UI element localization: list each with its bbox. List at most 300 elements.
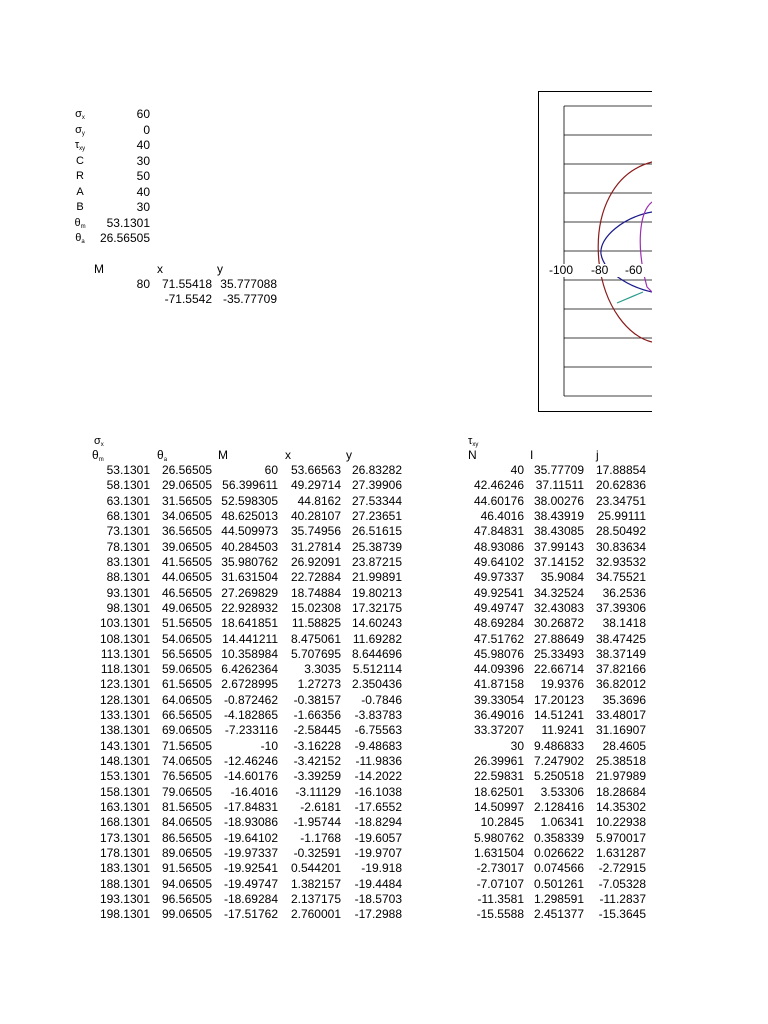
mxy-row-1-y: 35.777088 — [220, 277, 277, 291]
left-cell-r9-c3: 27.269829 — [221, 585, 278, 600]
left-cell-r8-c2: 44.06505 — [161, 570, 212, 585]
right-cell-r2-c2: 37.11511 — [535, 478, 584, 493]
left-cell-r21-c2: 76.56505 — [161, 769, 212, 784]
right-cell-r17-c3: 33.48017 — [595, 708, 646, 723]
param-symbol: σ — [75, 108, 82, 120]
left-cell-r28-c1: 188.1301 — [99, 876, 150, 891]
left-cell-r6-c3: 40.284503 — [221, 539, 278, 554]
left-cell-r16-c2: 64.06505 — [161, 692, 212, 707]
left-cell-r12-c4: 8.475061 — [290, 631, 341, 646]
right-cell-r2-c1: 42.46246 — [473, 478, 524, 493]
gridlines — [564, 106, 652, 396]
param-label-3 — [70, 139, 90, 155]
param-label-5 — [70, 170, 90, 186]
left-cell-r13-c1: 113.1301 — [100, 646, 150, 661]
left-cell-r17-c1: 133.1301 — [99, 708, 150, 723]
param-label-7 — [70, 201, 90, 217]
left-cell-r9-c2: 46.56505 — [161, 585, 212, 600]
left-cell-r29-c3: -18.69284 — [223, 891, 278, 906]
right-cell-r14-c2: 22.66714 — [533, 662, 584, 677]
header-subscript: a — [163, 457, 168, 463]
left-cell-r29-c5: -18.5703 — [354, 891, 402, 906]
left-cell-r19-c1: 143.1301 — [99, 738, 150, 753]
left-cell-r27-c2: 91.56505 — [161, 861, 212, 876]
left-cell-r14-c4: 3.3035 — [304, 662, 341, 677]
right-cell-r16-c2: 17.20123 — [533, 692, 584, 707]
left-cell-r9-c1: 93.1301 — [106, 585, 150, 600]
left-cell-r25-c4: -1.1768 — [300, 830, 341, 845]
param-symbol: σ — [75, 123, 82, 136]
right-cell-r11-c1: 48.69284 — [473, 616, 524, 631]
left-cell-r27-c1: 183.1301 — [99, 861, 150, 876]
right-cell-r11-c3: 38.1418 — [602, 616, 646, 631]
left-cell-r30-c3: -17.51762 — [223, 907, 278, 922]
left-cell-r14-c5: 5.512114 — [352, 662, 402, 677]
left-cell-r3-c2: 31.56505 — [161, 493, 212, 508]
mxy-header-y: y — [217, 262, 223, 276]
right-cell-r1-c2: 35.77709 — [533, 463, 584, 477]
right-cell-r29-c2: 1.298591 — [533, 891, 584, 906]
left-cell-r22-c4: -3.11129 — [295, 784, 341, 799]
left-cell-r20-c3: -12.46246 — [223, 754, 278, 769]
left-cell-r7-c1: 83.1301 — [106, 554, 150, 569]
left-cell-r5-c3: 44.509973 — [221, 524, 278, 539]
right-cell-r21-c3: 21.97989 — [595, 769, 646, 784]
param-value-7: 30 — [136, 200, 150, 214]
left-cell-r1-c4: 53.66563 — [290, 463, 341, 477]
left-cell-r11-c4: 11.58825 — [291, 616, 341, 631]
left-cell-r15-c4: 1.27273 — [297, 677, 341, 692]
param-subscript: a — [81, 239, 85, 245]
right-cell-r30-c2: 2.451377 — [533, 907, 584, 922]
left-cell-r20-c4: -3.42152 — [293, 754, 341, 769]
left-cell-r21-c4: -3.39259 — [293, 769, 341, 784]
left-table-group-label: $\sigma_x$ — [94, 435, 104, 448]
left-cell-r10-c3: 22.928932 — [221, 600, 278, 615]
right-cell-r3-c2: 38.00276 — [533, 493, 584, 508]
left-cell-r18-c1: 138.1301 — [99, 723, 150, 738]
param-symbol: B — [76, 201, 84, 213]
right-cell-r18-c3: 31.16907 — [595, 723, 646, 738]
param-subscript: m — [80, 223, 86, 230]
right-cell-r23-c2: 2.128416 — [533, 800, 584, 815]
right-cell-r12-c2: 27.88649 — [533, 631, 584, 646]
left-cell-r10-c2: 49.06505 — [161, 600, 212, 615]
header-symbol: I — [530, 448, 534, 462]
right-cell-r15-c2: 19.9376 — [540, 677, 584, 692]
param-value-1: 60 — [136, 107, 150, 121]
right-cell-r28-c3: -7.05328 — [598, 876, 646, 891]
left-cell-r4-c4: 40.28107 — [290, 508, 341, 523]
right-cell-r7-c1: 49.64102 — [473, 554, 524, 569]
header-symbol: θ — [157, 448, 164, 462]
x-tick-3: -60 — [625, 263, 643, 277]
left-cell-r3-c5: 27.53344 — [351, 493, 402, 508]
right-cell-r4-c3: 25.99111 — [597, 508, 646, 523]
mxy-row-1-m: 80 — [136, 277, 150, 291]
left-cell-r13-c2: 56.56505 — [161, 646, 212, 661]
left-cell-r28-c3: -19.49747 — [223, 876, 278, 891]
left-cell-r11-c1: 103.1301 — [99, 616, 150, 631]
x-tick-1: -100 — [549, 263, 574, 277]
left-cell-r24-c1: 168.1301 — [99, 815, 150, 830]
right-cell-r27-c3: -2.72915 — [598, 861, 646, 876]
left-cell-r16-c5: -0.7846 — [361, 692, 402, 707]
left-cell-r5-c5: 26.51615 — [351, 524, 402, 539]
left-cell-r11-c2: 51.56505 — [161, 616, 212, 631]
param-label-1 — [70, 108, 90, 124]
right-cell-r8-c1: 49.97337 — [473, 570, 524, 585]
param-symbol: R — [76, 170, 84, 182]
right-cell-r4-c1: 46.4016 — [480, 508, 524, 523]
left-cell-r20-c2: 74.06505 — [161, 754, 212, 769]
left-cell-r24-c5: -18.8294 — [354, 815, 402, 830]
teal-line — [617, 292, 643, 303]
left-cell-r16-c4: -0.38157 — [293, 692, 341, 707]
left-cell-r23-c4: -2.6181 — [300, 800, 341, 815]
param-symbol: θ — [74, 216, 81, 229]
right-cell-r26-c2: 0.026622 — [533, 846, 584, 860]
left-cell-r29-c4: 2.137175 — [290, 891, 341, 906]
param-value-4: 30 — [136, 153, 150, 168]
header-symbol: N — [468, 448, 477, 462]
left-cell-r4-c2: 34.06505 — [161, 508, 212, 523]
right-cell-r21-c2: 5.250518 — [533, 769, 584, 784]
right-cell-r12-c3: 38.47425 — [595, 631, 646, 646]
param-value-6: 40 — [136, 184, 150, 199]
left-cell-r10-c4: 15.02308 — [290, 600, 341, 615]
left-cell-r24-c4: -1.95744 — [293, 815, 341, 830]
right-cell-r10-c3: 37.39306 — [595, 600, 646, 615]
left-cell-r1-c1: 53.1301 — [106, 463, 150, 477]
left-cell-r22-c2: 79.06505 — [161, 784, 212, 799]
left-cell-r26-c5: -19.9707 — [354, 846, 402, 860]
param-value-2: 0 — [143, 122, 150, 137]
param-value-8: 53.1301 — [106, 215, 150, 230]
param-label-2 — [70, 124, 90, 140]
left-cell-r3-c3: 52.598305 — [221, 493, 278, 508]
param-subscript: x — [81, 115, 85, 121]
header-symbol: θ — [92, 448, 99, 462]
right-cell-r6-c1: 48.93086 — [473, 539, 524, 554]
param-label-4 — [70, 155, 90, 171]
right-cell-r30-c3: -15.3645 — [598, 907, 646, 922]
right-cell-r29-c3: -11.2837 — [599, 891, 646, 906]
left-cell-r7-c2: 41.56505 — [161, 554, 212, 569]
left-cell-r1-c3: 60 — [264, 463, 278, 477]
right-cell-r25-c3: 5.970017 — [595, 830, 646, 845]
right-cell-r1-c3: 17.88854 — [595, 463, 646, 477]
left-cell-r5-c1: 73.1301 — [106, 524, 150, 539]
left-cell-r8-c5: 21.99891 — [351, 570, 402, 585]
left-cell-r27-c3: -19.92541 — [223, 861, 278, 876]
right-cell-r13-c3: 38.37149 — [595, 646, 646, 661]
left-cell-r28-c5: -19.4484 — [354, 876, 402, 891]
left-cell-r5-c4: 35.74956 — [290, 524, 341, 539]
right-cell-r17-c1: 36.49016 — [473, 708, 524, 723]
left-cell-r12-c1: 108.1301 — [99, 631, 150, 646]
right-cell-r10-c1: 49.49747 — [473, 600, 524, 615]
left-cell-r3-c4: 44.8162 — [297, 493, 341, 508]
left-cell-r1-c2: 26.56505 — [161, 463, 212, 477]
left-cell-r17-c2: 66.56505 — [161, 708, 212, 723]
left-cell-r6-c2: 39.06505 — [161, 539, 212, 554]
left-cell-r13-c5: 8.644696 — [351, 646, 402, 661]
right-cell-r3-c3: 23.34751 — [595, 493, 646, 508]
left-cell-r10-c5: 17.32175 — [351, 600, 402, 615]
left-cell-r26-c2: 89.06505 — [161, 846, 212, 860]
left-cell-r8-c1: 88.1301 — [106, 570, 150, 585]
right-cell-r12-c1: 47.51762 — [473, 631, 524, 646]
left-cell-r26-c4: -0.32591 — [293, 846, 341, 860]
right-cell-r9-c1: 49.92541 — [473, 585, 524, 600]
left-cell-r13-c3: 10.358984 — [221, 646, 278, 661]
right-cell-r22-c3: 18.28684 — [595, 784, 646, 799]
left-cell-r4-c3: 48.625013 — [221, 508, 278, 523]
mxy-row-2-x: -71.5542 — [164, 292, 212, 306]
left-cell-r24-c2: 84.06505 — [161, 815, 212, 830]
left-cell-r11-c5: 14.60243 — [351, 616, 402, 631]
left-cell-r19-c3: -10 — [260, 738, 278, 753]
right-cell-r5-c1: 47.84831 — [473, 524, 524, 539]
left-cell-r7-c5: 23.87215 — [351, 554, 402, 569]
left-cell-r8-c4: 22.72884 — [290, 570, 341, 585]
param-subscript: xy — [79, 146, 86, 152]
header-symbol: M — [218, 448, 228, 462]
right-cell-r6-c3: 30.83634 — [595, 539, 646, 554]
right-cell-r17-c2: 14.51241 — [533, 708, 584, 723]
param-symbol: θ — [75, 232, 82, 244]
left-cell-r15-c1: 123.1301 — [99, 677, 150, 692]
left-cell-r2-c3: 56.399611 — [222, 478, 278, 493]
header-subscript: m — [98, 457, 104, 463]
mxy-row-2-y: -35.77709 — [222, 292, 277, 306]
left-cell-r10-c1: 98.1301 — [106, 600, 150, 615]
left-cell-r9-c5: 19.80213 — [351, 585, 402, 600]
right-cell-r27-c1: -2.73017 — [476, 861, 524, 876]
right-cell-r2-c3: 20.62836 — [595, 478, 646, 493]
right-cell-r18-c1: 33.37207 — [473, 723, 524, 738]
left-cell-r25-c2: 86.56505 — [161, 830, 212, 845]
param-symbol: C — [76, 154, 84, 167]
mohr-circle-chart — [538, 91, 652, 412]
right-cell-r24-c2: 1.06341 — [540, 815, 584, 830]
left-cell-r2-c2: 29.06505 — [161, 478, 212, 493]
right-cell-r7-c3: 32.93532 — [595, 554, 646, 569]
right-cell-r8-c3: 34.75521 — [595, 570, 646, 585]
left-cell-r2-c1: 58.1301 — [106, 478, 150, 493]
right-cell-r19-c1: 30 — [510, 738, 524, 753]
right-cell-r4-c2: 38.43919 — [533, 508, 584, 523]
right-cell-r11-c2: 30.26872 — [533, 616, 584, 631]
left-cell-r30-c1: 198.1301 — [99, 907, 150, 922]
right-cell-r23-c1: 14.50997 — [473, 800, 524, 815]
right-table-group-label: $\tau_{xy}$ — [468, 435, 479, 448]
left-cell-r20-c5: -11.9836 — [355, 754, 402, 769]
right-cell-r15-c1: 41.87158 — [473, 677, 524, 692]
left-cell-r21-c5: -14.2022 — [354, 769, 402, 784]
left-cell-r29-c1: 193.1301 — [99, 891, 150, 906]
right-cell-r22-c2: 3.53306 — [540, 784, 584, 799]
left-cell-r3-c1: 63.1301 — [106, 493, 150, 508]
right-cell-r24-c1: 10.2845 — [480, 815, 524, 830]
left-cell-r13-c4: 5.707695 — [290, 646, 341, 661]
left-cell-r22-c1: 158.1301 — [99, 784, 150, 799]
left-cell-r18-c5: -6.75563 — [354, 723, 402, 738]
left-cell-r26-c1: 178.1301 — [99, 846, 150, 860]
right-cell-r18-c2: 11.9241 — [541, 723, 584, 738]
mxy-row-1-x: 71.55418 — [161, 277, 212, 291]
left-cell-r28-c2: 94.06505 — [161, 876, 212, 891]
header-symbol: j — [596, 448, 599, 462]
left-cell-r14-c2: 59.06505 — [161, 662, 212, 677]
left-cell-r30-c5: -17.2988 — [354, 907, 402, 922]
right-cell-r7-c2: 37.14152 — [533, 554, 584, 569]
chart-canvas — [539, 92, 652, 411]
left-cell-r14-c3: 6.4262364 — [221, 662, 278, 677]
right-cell-r28-c2: 0.501261 — [533, 876, 584, 891]
right-cell-r25-c2: 0.358339 — [533, 830, 584, 845]
left-cell-r21-c1: 153.1301 — [99, 769, 150, 784]
right-cell-r3-c1: 44.60176 — [473, 493, 524, 508]
left-cell-r8-c3: 31.631504 — [221, 570, 278, 585]
right-cell-r24-c3: 10.22938 — [595, 815, 646, 830]
param-value-9: 26.56505 — [99, 231, 150, 245]
right-cell-r28-c1: -7.07107 — [476, 876, 524, 891]
left-cell-r4-c5: 27.23651 — [351, 508, 402, 523]
left-cell-r29-c2: 96.56505 — [161, 891, 212, 906]
left-cell-r1-c5: 26.83282 — [351, 463, 402, 477]
left-cell-r12-c2: 54.06505 — [161, 631, 212, 646]
right-cell-r20-c3: 25.38518 — [595, 754, 646, 769]
left-cell-r7-c3: 35.980762 — [221, 554, 278, 569]
header-symbol: y — [346, 448, 352, 462]
left-cell-r22-c5: -16.1038 — [354, 784, 402, 799]
left-cell-r26-c3: -19.97337 — [223, 846, 278, 860]
param-subscript: y — [81, 130, 85, 137]
param-symbol: τ — [74, 139, 80, 151]
right-cell-r15-c3: 36.82012 — [595, 677, 646, 692]
right-cell-r20-c1: 26.39961 — [473, 754, 524, 769]
left-cell-r21-c3: -14.60176 — [223, 769, 278, 784]
left-cell-r7-c4: 26.92091 — [290, 554, 341, 569]
right-cell-r10-c2: 32.43083 — [533, 600, 584, 615]
left-cell-r6-c1: 78.1301 — [106, 539, 150, 554]
right-cell-r13-c1: 45.98076 — [473, 646, 524, 661]
left-cell-r15-c3: 2.6728995 — [221, 677, 278, 692]
right-cell-r5-c2: 38.43085 — [533, 524, 584, 539]
left-cell-r30-c2: 99.06505 — [161, 907, 212, 922]
param-label-6 — [70, 186, 90, 202]
left-cell-r30-c4: 2.760001 — [290, 907, 341, 922]
param-label-8 — [70, 217, 90, 233]
right-cell-r14-c1: 44.09396 — [473, 662, 524, 677]
left-cell-r23-c5: -17.6552 — [354, 800, 402, 815]
right-cell-r25-c1: 5.980762 — [473, 830, 524, 845]
left-cell-r14-c1: 118.1301 — [100, 662, 150, 677]
left-cell-r15-c2: 61.56505 — [161, 677, 212, 692]
left-cell-r18-c4: -2.58445 — [293, 723, 341, 738]
left-cell-r23-c1: 163.1301 — [99, 800, 150, 815]
left-cell-r25-c1: 173.1301 — [99, 830, 150, 845]
left-cell-r25-c5: -19.6057 — [354, 830, 402, 845]
right-cell-r30-c1: -15.5588 — [476, 907, 524, 922]
right-cell-r19-c3: 28.4605 — [602, 738, 646, 753]
left-cell-r5-c2: 36.56505 — [161, 524, 212, 539]
right-cell-r16-c3: 35.3696 — [602, 692, 646, 707]
right-cell-r5-c3: 28.50492 — [595, 524, 646, 539]
left-cell-r11-c3: 18.641851 — [221, 616, 278, 631]
left-cell-r25-c3: -19.64102 — [223, 830, 278, 845]
left-cell-r6-c4: 31.27814 — [290, 539, 341, 554]
right-cell-r20-c2: 7.247902 — [533, 754, 584, 769]
x-tick-2: -80 — [591, 263, 609, 277]
right-cell-r29-c1: -11.3581 — [477, 891, 524, 906]
mohr-circle-curve — [598, 162, 652, 342]
left-cell-r16-c3: -0.872462 — [223, 692, 278, 707]
right-cell-r26-c3: 1.631287 — [595, 846, 646, 860]
right-cell-r23-c3: 14.35302 — [595, 800, 646, 815]
right-cell-r13-c2: 25.33493 — [533, 646, 584, 661]
left-cell-r16-c1: 128.1301 — [99, 692, 150, 707]
right-cell-r19-c2: 9.486833 — [533, 738, 584, 753]
right-cell-r27-c2: 0.074566 — [533, 861, 584, 876]
right-cell-r16-c1: 39.33054 — [473, 692, 524, 707]
left-cell-r17-c3: -4.182865 — [223, 708, 278, 723]
left-cell-r2-c5: 27.39906 — [351, 478, 402, 493]
mxy-header-x: x — [157, 262, 163, 276]
left-cell-r6-c5: 25.38739 — [351, 539, 402, 554]
param-symbol: A — [76, 185, 84, 198]
left-cell-r12-c3: 14.441211 — [222, 631, 278, 646]
left-cell-r17-c4: -1.66356 — [293, 708, 341, 723]
left-cell-r27-c5: -19.918 — [361, 861, 402, 876]
left-cell-r23-c2: 81.56505 — [161, 800, 212, 815]
right-cell-r1-c1: 40 — [510, 463, 524, 477]
left-cell-r15-c5: 2.350436 — [351, 677, 402, 692]
right-cell-r26-c1: 1.631504 — [473, 846, 524, 860]
mxy-header-m: M — [94, 262, 104, 276]
left-cell-r9-c4: 18.74884 — [290, 585, 341, 600]
left-cell-r19-c4: -3.16228 — [293, 738, 341, 753]
left-cell-r18-c3: -7.233116 — [224, 723, 278, 738]
right-cell-r22-c1: 18.62501 — [473, 784, 524, 799]
left-cell-r2-c4: 49.29714 — [290, 478, 341, 493]
right-cell-r8-c2: 35.9084 — [540, 570, 584, 585]
param-value-5: 50 — [136, 169, 150, 183]
left-cell-r22-c3: -16.4016 — [230, 784, 278, 799]
right-cell-r9-c2: 34.32524 — [533, 585, 584, 600]
right-cell-r14-c3: 37.82166 — [595, 662, 646, 677]
left-cell-r18-c2: 69.06505 — [161, 723, 212, 738]
right-cell-r9-c3: 36.2536 — [602, 585, 646, 600]
left-cell-r28-c4: 1.382157 — [290, 876, 341, 891]
left-cell-r17-c5: -3.83783 — [354, 708, 402, 723]
purple-curve — [640, 202, 652, 292]
left-cell-r24-c3: -18.93086 — [223, 815, 278, 830]
left-cell-r4-c1: 68.1301 — [106, 508, 150, 523]
left-cell-r20-c1: 148.1301 — [99, 754, 150, 769]
header-symbol: x — [285, 448, 291, 462]
param-value-3: 40 — [136, 138, 150, 152]
right-cell-r21-c1: 22.59831 — [473, 769, 524, 784]
left-cell-r27-c4: 0.544201 — [290, 861, 341, 876]
right-cell-r6-c2: 37.99143 — [533, 539, 584, 554]
param-label-9 — [70, 232, 90, 248]
left-cell-r19-c2: 71.56505 — [161, 738, 212, 753]
left-cell-r12-c5: 11.69282 — [352, 631, 402, 646]
left-cell-r23-c3: -17.84831 — [223, 800, 278, 815]
